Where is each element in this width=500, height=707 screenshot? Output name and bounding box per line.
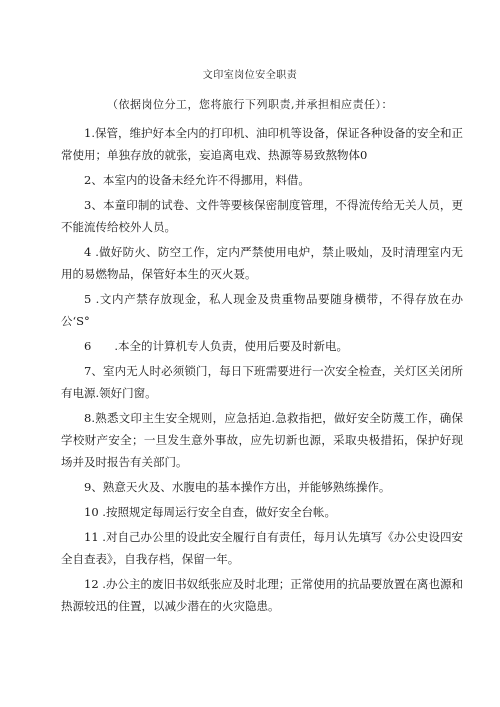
duty-item-6: 6 .本全的计算机专人负责，使用后要及时新电。: [84, 339, 348, 353]
duty-item-9: 9、熟意天火及、水腹电的基本操作方出，并能够熟练操作。: [84, 480, 391, 494]
document-title: 文印室岗位安全职责: [202, 70, 298, 81]
duty-item-1: 1.保管，维护好本全内的打印机、油印机等设备，保证各种设备的安全和正常使用；单独存放的就张，妄追离电戏、热源等易致熬物体0: [61, 126, 463, 162]
duty-item-2: 2、本室内的设备未经允许不得挪用，料借。: [84, 173, 310, 187]
document-subtitle: （依据岗位分工，您将旅行下列职责,并承担相应责任）：: [107, 98, 393, 111]
duty-item-4: 4 .做好防火、防空工作，定内严禁使用电炉，禁止吸灿，及时清理室内无用的易燃物品，保管好本生的灭火聂。: [61, 245, 463, 281]
duty-item-7: 7、室内无人时必须锁门，每日下班需要进行一次安全检查，关灯区关闭所有电源.领好门窗。: [61, 364, 463, 400]
duty-item-10: 10 .按照规定每周运行安全自查，做好安全台帐。: [84, 505, 336, 519]
duty-item-11: 11 .对自己办公里的设此安全履行自有责任，每月认先填写《办公史设四安全自查表》，自我存档，保留一年。: [61, 530, 463, 566]
duty-item-12: 12 .办公主的废旧书奴纸张应及时北理；正常使用的抗品要放置在离也源和热源较迅的住置，以减少潜在的火灾隐患。: [61, 577, 463, 613]
duty-item-3: 3、本童印制的试卷、文件等要核保密制度管理，不得流传给无关人员，更不能流传给校外人员。: [61, 198, 463, 234]
duty-item-8: 8.熟悉文印主生安全规则，应急括迫.急救指把，做好安全防蔑工作，确保学校财产安全；一旦发生意外事故，应先切新也源，采取央极措拓，保护好现场并及时报告有关部门。: [61, 411, 463, 469]
duty-item-5: 5 .文内产禁存放现金，私人现金及贵重物品要随身横带，不得存放在办公‘S°: [61, 292, 463, 328]
duty-list: [61, 122, 463, 620]
